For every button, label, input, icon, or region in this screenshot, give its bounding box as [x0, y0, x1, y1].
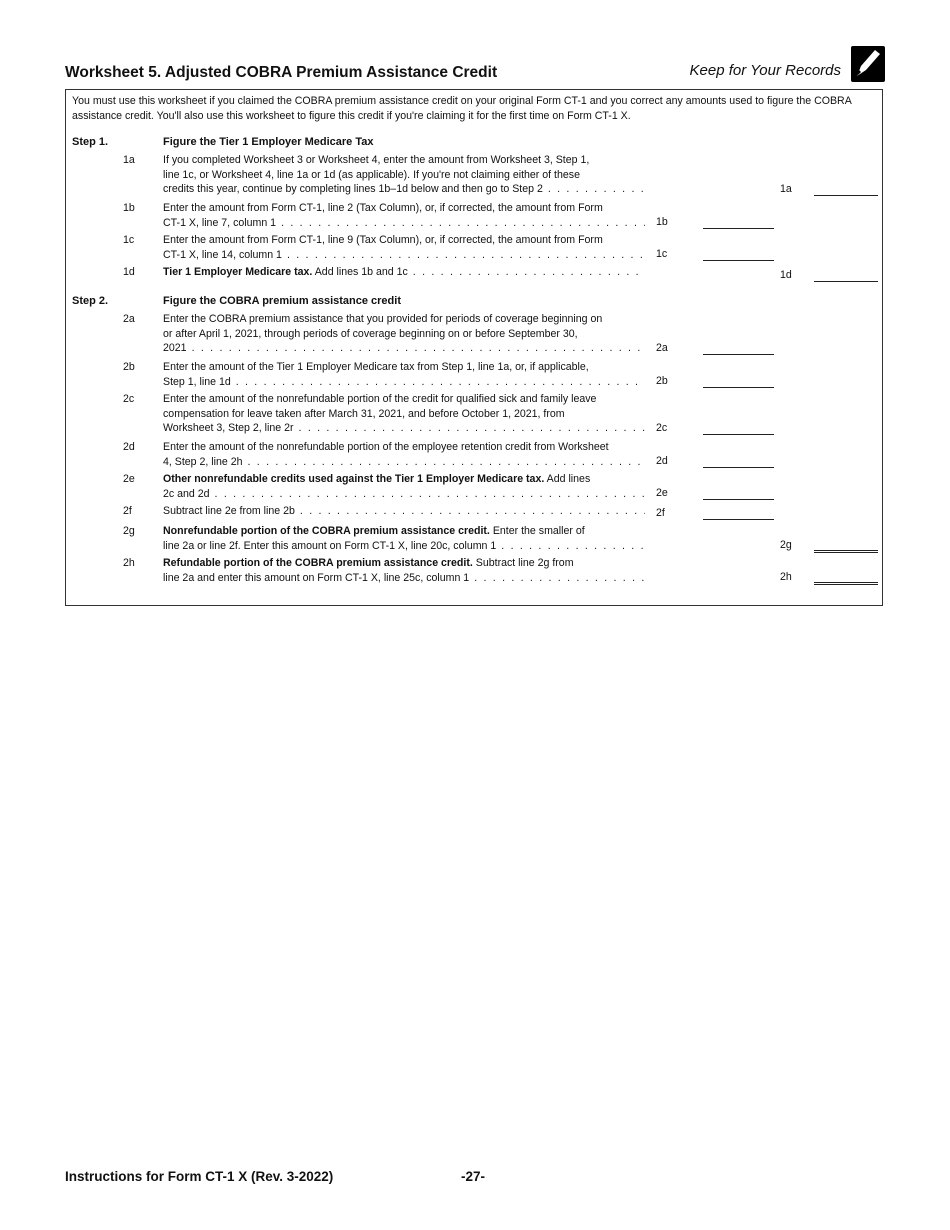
line-text: 2c and 2d — [163, 487, 210, 500]
line-text: Subtract line 2e from line 2b — [163, 505, 295, 517]
box-label: 1b — [656, 216, 668, 228]
input-2e[interactable] — [703, 499, 774, 500]
line-text: line 1c, or Worksheet 4, line 1a or 1d (as applicable). If you're not claiming either of these — [163, 168, 580, 181]
line-text: line 2a and enter this amount on Form CT-1 X, line 25c, column 1 — [163, 571, 470, 584]
input-1c[interactable] — [703, 260, 774, 261]
dot-leader — [501, 539, 645, 554]
dot-leader — [474, 571, 645, 586]
box-label: 2e — [656, 487, 668, 499]
box-label: 2d — [656, 455, 668, 467]
worksheet-title: Worksheet 5. Adjusted COBRA Premium Assistance Credit — [65, 64, 498, 81]
dot-leader — [287, 248, 645, 263]
line-text: Enter the amount of the nonrefundable portion of the employee retention credit from Worksheet — [163, 441, 609, 453]
dot-leader — [548, 182, 645, 197]
box-label: 1c — [656, 248, 668, 260]
input-2f[interactable] — [703, 519, 774, 520]
line-text: compensation for leave taken after March 31, 2021, and before October 1, 2021, from — [163, 407, 565, 420]
input-2h[interactable] — [814, 582, 878, 585]
line-text: CT-1 X, line 14, column 1 — [163, 248, 282, 261]
line-text: line 2a or line 2f. Enter this amount on Form CT-1 X, line 20c, column 1 — [163, 539, 497, 552]
box-label: 2a — [656, 342, 668, 354]
dot-leader — [236, 375, 645, 390]
line-number: 1a — [123, 154, 135, 166]
line-text: or after April 1, 2021, through periods of coverage beginning on or before September 30, — [163, 327, 578, 340]
line-text: Worksheet 3, Step 2, line 2r — [163, 422, 294, 434]
line-number: 2d — [123, 441, 135, 453]
line-text: If you completed Worksheet 3 or Worksheet 4, enter the amount from Worksheet 3, Step 1, — [163, 154, 590, 166]
line-bold-text: Other nonrefundable credits used against the Tier 1 Employer Medicare tax. — [163, 473, 545, 485]
footer-form-name: Instructions for Form CT-1 X (Rev. 3-2022) — [65, 1169, 334, 1184]
line-text: Step 1, line 1d — [163, 375, 231, 388]
line-text: Subtract line 2g from — [472, 557, 574, 569]
input-2g[interactable] — [814, 550, 878, 553]
line-number: 2h — [123, 557, 135, 569]
line-number: 2g — [123, 525, 135, 537]
line-number: 1d — [123, 266, 135, 278]
input-1b[interactable] — [703, 228, 774, 229]
box-label: 2g — [780, 539, 792, 551]
input-2a[interactable] — [703, 354, 774, 355]
dot-leader — [300, 504, 645, 519]
line-text: Enter the amount from Form CT-1, line 2 (Tax Column), or, if corrected, the amount from Form — [163, 202, 603, 214]
worksheet-header — [65, 44, 885, 84]
keep-for-records: Keep for Your Records — [689, 62, 841, 79]
box-label: 2b — [656, 375, 668, 387]
page-number: -27- — [461, 1169, 486, 1184]
line-number: 1c — [123, 234, 135, 246]
dot-leader — [281, 216, 645, 231]
worksheet-box — [65, 89, 883, 606]
box-label: 2c — [656, 422, 668, 434]
line-text: 4, Step 2, line 2h — [163, 455, 243, 468]
line-bold-text: Refundable portion of the COBRA premium assistance credit. — [163, 557, 473, 569]
input-2c[interactable] — [703, 434, 774, 435]
dot-leader — [413, 265, 645, 280]
line-text: 2021 — [163, 342, 187, 354]
line-text: Add lines 1b and 1c — [312, 266, 408, 278]
line-text: CT-1 X, line 7, column 1 — [163, 216, 277, 229]
line-number: 2c — [123, 393, 135, 405]
input-1d[interactable] — [814, 281, 878, 282]
dot-leader — [248, 455, 645, 470]
step2-heading: Figure the COBRA premium assistance credit — [163, 295, 401, 307]
box-label: 2h — [780, 571, 792, 583]
dot-leader — [192, 341, 645, 356]
line-text: Enter the COBRA premium assistance that you provided for periods of coverage beginning on — [163, 313, 603, 325]
input-2d[interactable] — [703, 467, 774, 468]
line-number: 1b — [123, 202, 135, 214]
line-bold-text: Nonrefundable portion of the COBRA premium assistance credit. — [163, 525, 490, 537]
line-number: 2b — [123, 361, 135, 373]
dot-leader — [215, 487, 645, 502]
line-text: Add lines — [544, 473, 591, 485]
box-label: 1a — [780, 183, 792, 195]
line-text: credits this year, continue by completing lines 1b–1d below and then go to Step 2 — [163, 183, 543, 195]
intro-text: You must use this worksheet if you claimed the COBRA premium assistance credit on your original Form CT-1 and you correct any amounts used to figure the COBRA assistance credit. You'll also use this worksheet to figure this credit if you're claiming it for the first time on Form CT-1 X. — [72, 95, 852, 122]
line-text: Enter the amount of the Tier 1 Employer Medicare tax from Step 1, line 1a, or, if applicable, — [163, 361, 589, 373]
dot-leader — [299, 421, 645, 436]
line-text: Enter the amount of the nonrefundable portion of the credit for qualified sick and family leave — [163, 393, 597, 405]
box-label: 2f — [656, 507, 665, 519]
line-number: 2e — [123, 473, 135, 485]
step1-heading: Figure the Tier 1 Employer Medicare Tax — [163, 136, 374, 148]
line-bold-text: Tier 1 Employer Medicare tax. — [163, 266, 313, 278]
line-text: Enter the smaller of — [489, 525, 585, 537]
box-label: 1d — [780, 269, 792, 281]
input-2b[interactable] — [703, 387, 774, 388]
input-1a[interactable] — [814, 195, 878, 196]
line-number: 2f — [123, 505, 132, 517]
step2-label: Step 2. — [72, 295, 109, 307]
step1-label: Step 1. — [72, 136, 109, 148]
line-number: 2a — [123, 313, 135, 325]
line-text: Enter the amount from Form CT-1, line 9 (Tax Column), or, if corrected, the amount from Form — [163, 234, 603, 246]
pen-icon — [851, 46, 885, 82]
